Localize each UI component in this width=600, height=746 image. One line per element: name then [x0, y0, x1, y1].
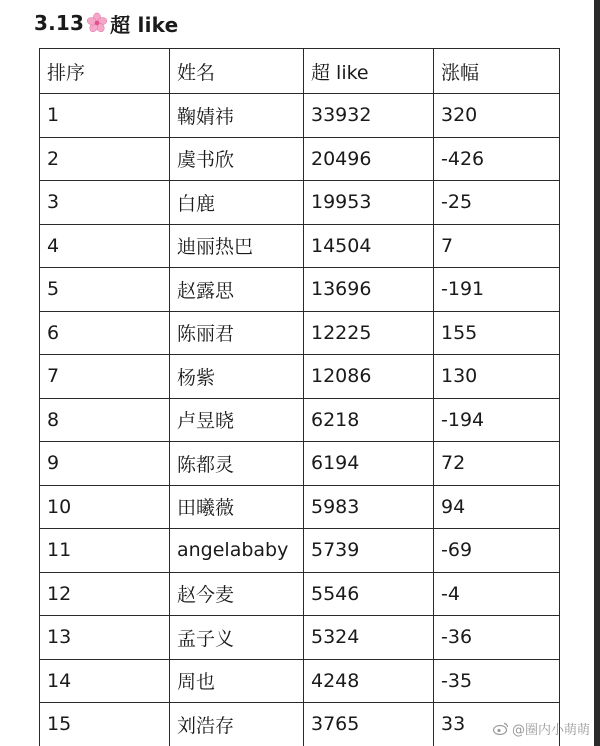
table-row — [40, 311, 560, 355]
cell-rank: 15 — [40, 703, 170, 746]
col-header-rank: 排序 — [40, 49, 170, 94]
cell-rank: 10 — [40, 485, 170, 529]
cell-like: 4248 — [304, 659, 434, 703]
cell-change: 320 — [434, 94, 560, 138]
table-header — [40, 49, 560, 94]
cell-name: 田曦薇 — [170, 485, 304, 529]
cell-name: 陈都灵 — [170, 442, 304, 486]
table-row — [40, 529, 560, 573]
table-row — [40, 224, 560, 268]
cell-change: -25 — [434, 181, 560, 225]
cell-like: 6194 — [304, 442, 434, 486]
cell-name: 赵今麦 — [170, 572, 304, 616]
title-date: 3.13 — [34, 11, 85, 35]
table-row — [40, 572, 560, 616]
col-header-like: 超 like — [304, 49, 434, 94]
cell-like: 33932 — [304, 94, 434, 138]
cell-rank: 4 — [40, 224, 170, 268]
cell-like: 12225 — [304, 311, 434, 355]
cell-like: 5546 — [304, 572, 434, 616]
table-row — [40, 616, 560, 660]
cell-name: 白鹿 — [170, 181, 304, 225]
cell-change: -4 — [434, 572, 560, 616]
weibo-icon — [493, 722, 509, 735]
cell-change: 72 — [434, 442, 560, 486]
cell-change: -35 — [434, 659, 560, 703]
cell-change: 94 — [434, 485, 560, 529]
cell-like: 19953 — [304, 181, 434, 225]
cell-name: 卢昱晓 — [170, 398, 304, 442]
cell-change: -191 — [434, 268, 560, 312]
cell-rank: 9 — [40, 442, 170, 486]
cell-like: 5739 — [304, 529, 434, 573]
watermark-text: @圈内小萌萌 — [511, 723, 590, 738]
cell-rank: 1 — [40, 94, 170, 138]
cherry-blossom-icon — [86, 12, 108, 34]
right-edge-bar — [594, 0, 600, 746]
watermark — [493, 719, 590, 738]
table-row — [40, 485, 560, 529]
cell-rank: 3 — [40, 181, 170, 225]
cell-name: 杨紫 — [170, 355, 304, 399]
cell-like: 5324 — [304, 616, 434, 660]
table-row — [40, 355, 560, 399]
cell-rank: 2 — [40, 137, 170, 181]
header-row — [40, 49, 560, 94]
cell-rank: 11 — [40, 529, 170, 573]
cell-like: 3765 — [304, 703, 434, 746]
cell-name: 鞠婧祎 — [170, 94, 304, 138]
cell-rank: 5 — [40, 268, 170, 312]
cell-change: 155 — [434, 311, 560, 355]
cell-rank: 7 — [40, 355, 170, 399]
page-title — [34, 6, 178, 40]
cell-name: 周也 — [170, 659, 304, 703]
table-row — [40, 442, 560, 486]
cell-change: -426 — [434, 137, 560, 181]
cell-rank: 12 — [40, 572, 170, 616]
table-row — [40, 703, 560, 746]
cell-change: 33 — [434, 703, 560, 746]
table-row — [40, 181, 560, 225]
cell-change: -69 — [434, 529, 560, 573]
cell-change: 7 — [434, 224, 560, 268]
cell-like: 13696 — [304, 268, 434, 312]
cell-name: 虞书欣 — [170, 137, 304, 181]
cell-rank: 13 — [40, 616, 170, 660]
cell-name: 陈丽君 — [170, 311, 304, 355]
cell-rank: 14 — [40, 659, 170, 703]
cell-like: 14504 — [304, 224, 434, 268]
cell-like: 12086 — [304, 355, 434, 399]
ranking-table — [39, 48, 560, 746]
cell-like: 20496 — [304, 137, 434, 181]
cell-name: 迪丽热巴 — [170, 224, 304, 268]
table-row — [40, 659, 560, 703]
cell-name: angelababy — [170, 529, 304, 573]
title-text: 超 like — [110, 12, 179, 37]
cell-like: 5983 — [304, 485, 434, 529]
cell-change: -194 — [434, 398, 560, 442]
col-header-name: 姓名 — [170, 49, 304, 94]
cell-name: 赵露思 — [170, 268, 304, 312]
cell-change: -36 — [434, 616, 560, 660]
col-header-change: 涨幅 — [434, 49, 560, 94]
table-row — [40, 94, 560, 138]
table-row — [40, 137, 560, 181]
cell-name: 刘浩存 — [170, 703, 304, 746]
cell-like: 6218 — [304, 398, 434, 442]
cell-rank: 8 — [40, 398, 170, 442]
table-row — [40, 268, 560, 312]
cell-name: 孟子义 — [170, 616, 304, 660]
cell-change: 130 — [434, 355, 560, 399]
table-row — [40, 398, 560, 442]
table-body — [40, 94, 560, 746]
cell-rank: 6 — [40, 311, 170, 355]
